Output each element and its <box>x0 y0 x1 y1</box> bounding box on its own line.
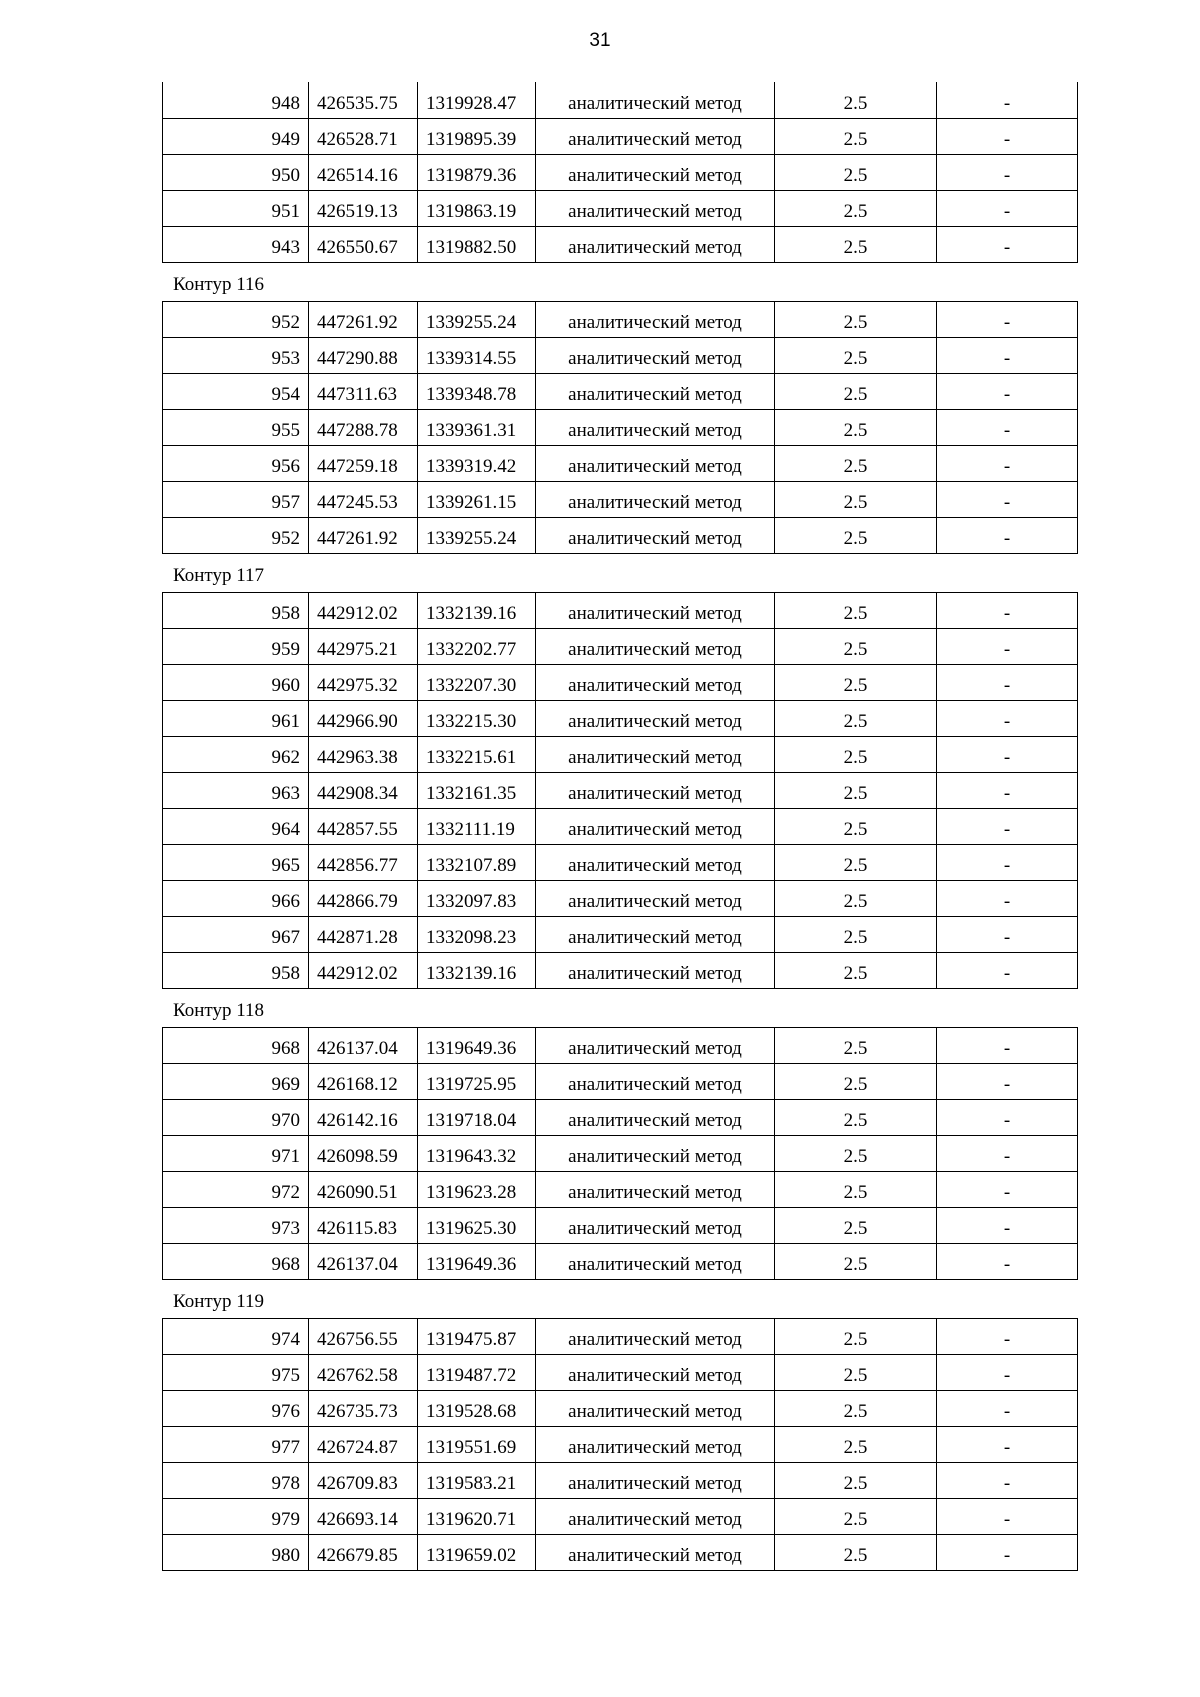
description-cell: - <box>937 481 1078 517</box>
description-cell: - <box>937 1207 1078 1243</box>
table-row <box>163 481 1078 517</box>
table-row <box>163 736 1078 772</box>
coordinates-table <box>162 592 1078 989</box>
coord-y-cell: 1339255.24 <box>418 301 536 337</box>
coord-y-cell: 1319725.95 <box>418 1063 536 1099</box>
accuracy-cell: 2.5 <box>775 301 937 337</box>
description-cell: - <box>937 1462 1078 1498</box>
coord-y-cell: 1332207.30 <box>418 664 536 700</box>
accuracy-cell: 2.5 <box>775 592 937 628</box>
description-cell: - <box>937 1354 1078 1390</box>
description-cell: - <box>937 118 1078 154</box>
accuracy-cell: 2.5 <box>775 481 937 517</box>
coord-x-cell: 426762.58 <box>309 1354 418 1390</box>
point-number-cell: 958 <box>163 592 309 628</box>
coord-y-cell: 1319623.28 <box>418 1171 536 1207</box>
table-row <box>163 337 1078 373</box>
coord-y-cell: 1319487.72 <box>418 1354 536 1390</box>
coord-x-cell: 442963.38 <box>309 736 418 772</box>
method-cell: аналитический метод <box>536 154 775 190</box>
coord-y-cell: 1339348.78 <box>418 373 536 409</box>
table-row <box>163 592 1078 628</box>
coord-y-cell: 1319528.68 <box>418 1390 536 1426</box>
coord-x-cell: 442856.77 <box>309 844 418 880</box>
description-cell: - <box>937 916 1078 952</box>
coord-y-cell: 1319583.21 <box>418 1462 536 1498</box>
accuracy-cell: 2.5 <box>775 373 937 409</box>
accuracy-cell: 2.5 <box>775 808 937 844</box>
point-number-cell: 952 <box>163 517 309 553</box>
description-cell: - <box>937 373 1078 409</box>
coord-x-cell: 426142.16 <box>309 1099 418 1135</box>
point-number-cell: 973 <box>163 1207 309 1243</box>
method-cell: аналитический метод <box>536 916 775 952</box>
coord-y-cell: 1339319.42 <box>418 445 536 481</box>
table-row <box>163 1354 1078 1390</box>
accuracy-cell: 2.5 <box>775 1135 937 1171</box>
point-number-cell: 960 <box>163 664 309 700</box>
coord-x-cell: 426756.55 <box>309 1318 418 1354</box>
coord-y-cell: 1319895.39 <box>418 118 536 154</box>
description-cell: - <box>937 337 1078 373</box>
point-number-cell: 953 <box>163 337 309 373</box>
table-row <box>163 952 1078 988</box>
accuracy-cell: 2.5 <box>775 700 937 736</box>
description-cell: - <box>937 664 1078 700</box>
coord-x-cell: 442908.34 <box>309 772 418 808</box>
coord-y-cell: 1319620.71 <box>418 1498 536 1534</box>
coord-x-cell: 426724.87 <box>309 1426 418 1462</box>
description-cell: - <box>937 445 1078 481</box>
description-cell: - <box>937 1498 1078 1534</box>
table-row <box>163 154 1078 190</box>
coord-y-cell: 1339261.15 <box>418 481 536 517</box>
coord-x-cell: 442966.90 <box>309 700 418 736</box>
table-row <box>163 1318 1078 1354</box>
contour-label: Контур 119 <box>173 1290 264 1312</box>
coord-y-cell: 1319551.69 <box>418 1426 536 1462</box>
point-number-cell: 972 <box>163 1171 309 1207</box>
method-cell: аналитический метод <box>536 772 775 808</box>
page-number: 31 <box>589 30 611 51</box>
contour-label: Контур 118 <box>173 999 264 1021</box>
coord-x-cell: 426550.67 <box>309 226 418 262</box>
accuracy-cell: 2.5 <box>775 1207 937 1243</box>
table-row <box>163 628 1078 664</box>
table-row <box>163 664 1078 700</box>
description-cell: - <box>937 1099 1078 1135</box>
accuracy-cell: 2.5 <box>775 844 937 880</box>
point-number-cell: 963 <box>163 772 309 808</box>
coord-x-cell: 447261.92 <box>309 301 418 337</box>
point-number-cell: 976 <box>163 1390 309 1426</box>
table-row <box>163 1498 1078 1534</box>
coord-y-cell: 1339361.31 <box>418 409 536 445</box>
point-number-cell: 948 <box>163 82 309 118</box>
accuracy-cell: 2.5 <box>775 1534 937 1570</box>
table-row <box>163 808 1078 844</box>
method-cell: аналитический метод <box>536 517 775 553</box>
table-row <box>163 1426 1078 1462</box>
coord-x-cell: 447311.63 <box>309 373 418 409</box>
method-cell: аналитический метод <box>536 628 775 664</box>
accuracy-cell: 2.5 <box>775 154 937 190</box>
table-row <box>163 700 1078 736</box>
coordinates-table <box>162 301 1078 554</box>
coord-y-cell: 1319625.30 <box>418 1207 536 1243</box>
table-row <box>163 1027 1078 1063</box>
method-cell: аналитический метод <box>536 1243 775 1279</box>
contour-label: Контур 116 <box>173 273 264 295</box>
accuracy-cell: 2.5 <box>775 118 937 154</box>
method-cell: аналитический метод <box>536 1534 775 1570</box>
method-cell: аналитический метод <box>536 1171 775 1207</box>
point-number-cell: 966 <box>163 880 309 916</box>
accuracy-cell: 2.5 <box>775 880 937 916</box>
description-cell: - <box>937 880 1078 916</box>
description-cell: - <box>937 628 1078 664</box>
point-number-cell: 943 <box>163 226 309 262</box>
accuracy-cell: 2.5 <box>775 1354 937 1390</box>
coord-y-cell: 1339314.55 <box>418 337 536 373</box>
description-cell: - <box>937 1171 1078 1207</box>
accuracy-cell: 2.5 <box>775 1426 937 1462</box>
coord-y-cell: 1332139.16 <box>418 592 536 628</box>
method-cell: аналитический метод <box>536 880 775 916</box>
method-cell: аналитический метод <box>536 1498 775 1534</box>
coord-x-cell: 447288.78 <box>309 409 418 445</box>
description-cell: - <box>937 154 1078 190</box>
method-cell: аналитический метод <box>536 1354 775 1390</box>
point-number-cell: 974 <box>163 1318 309 1354</box>
contour-label: Контур 117 <box>173 564 264 586</box>
method-cell: аналитический метод <box>536 1318 775 1354</box>
method-cell: аналитический метод <box>536 736 775 772</box>
accuracy-cell: 2.5 <box>775 337 937 373</box>
coord-x-cell: 442871.28 <box>309 916 418 952</box>
coord-x-cell: 426137.04 <box>309 1027 418 1063</box>
accuracy-cell: 2.5 <box>775 1318 937 1354</box>
coord-x-cell: 426709.83 <box>309 1462 418 1498</box>
coord-y-cell: 1319649.36 <box>418 1243 536 1279</box>
method-cell: аналитический метод <box>536 1027 775 1063</box>
point-number-cell: 954 <box>163 373 309 409</box>
point-number-cell: 962 <box>163 736 309 772</box>
description-cell: - <box>937 1426 1078 1462</box>
coord-x-cell: 442912.02 <box>309 592 418 628</box>
description-cell: - <box>937 82 1078 118</box>
table-row <box>163 916 1078 952</box>
method-cell: аналитический метод <box>536 1063 775 1099</box>
coord-x-cell: 426098.59 <box>309 1135 418 1171</box>
method-cell: аналитический метод <box>536 1390 775 1426</box>
table-row <box>163 844 1078 880</box>
point-number-cell: 968 <box>163 1243 309 1279</box>
description-cell: - <box>937 592 1078 628</box>
point-number-cell: 968 <box>163 1027 309 1063</box>
coord-x-cell: 447290.88 <box>309 337 418 373</box>
point-number-cell: 969 <box>163 1063 309 1099</box>
point-number-cell: 955 <box>163 409 309 445</box>
coord-y-cell: 1332215.61 <box>418 736 536 772</box>
coord-x-cell: 426137.04 <box>309 1243 418 1279</box>
method-cell: аналитический метод <box>536 592 775 628</box>
accuracy-cell: 2.5 <box>775 952 937 988</box>
description-cell: - <box>937 844 1078 880</box>
method-cell: аналитический метод <box>536 481 775 517</box>
table-row <box>163 190 1078 226</box>
table-row <box>163 1534 1078 1570</box>
method-cell: аналитический метод <box>536 1099 775 1135</box>
coord-x-cell: 426115.83 <box>309 1207 418 1243</box>
table-row <box>163 880 1078 916</box>
description-cell: - <box>937 1027 1078 1063</box>
point-number-cell: 951 <box>163 190 309 226</box>
method-cell: аналитический метод <box>536 409 775 445</box>
method-cell: аналитический метод <box>536 952 775 988</box>
coord-y-cell: 1332139.16 <box>418 952 536 988</box>
method-cell: аналитический метод <box>536 82 775 118</box>
coord-y-cell: 1319882.50 <box>418 226 536 262</box>
method-cell: аналитический метод <box>536 118 775 154</box>
accuracy-cell: 2.5 <box>775 1099 937 1135</box>
accuracy-cell: 2.5 <box>775 1027 937 1063</box>
coordinates-table <box>162 1027 1078 1280</box>
coord-y-cell: 1332202.77 <box>418 628 536 664</box>
description-cell: - <box>937 301 1078 337</box>
point-number-cell: 952 <box>163 301 309 337</box>
accuracy-cell: 2.5 <box>775 772 937 808</box>
coord-x-cell: 426735.73 <box>309 1390 418 1426</box>
coord-y-cell: 1339255.24 <box>418 517 536 553</box>
description-cell: - <box>937 808 1078 844</box>
description-cell: - <box>937 1534 1078 1570</box>
table-row <box>163 772 1078 808</box>
accuracy-cell: 2.5 <box>775 1462 937 1498</box>
method-cell: аналитический метод <box>536 301 775 337</box>
coord-x-cell: 447245.53 <box>309 481 418 517</box>
table-row <box>163 517 1078 553</box>
description-cell: - <box>937 409 1078 445</box>
accuracy-cell: 2.5 <box>775 1171 937 1207</box>
coord-x-cell: 426693.14 <box>309 1498 418 1534</box>
coord-x-cell: 426514.16 <box>309 154 418 190</box>
description-cell: - <box>937 1243 1078 1279</box>
method-cell: аналитический метод <box>536 1462 775 1498</box>
accuracy-cell: 2.5 <box>775 736 937 772</box>
coord-x-cell: 426168.12 <box>309 1063 418 1099</box>
coord-y-cell: 1319863.19 <box>418 190 536 226</box>
coord-y-cell: 1332215.30 <box>418 700 536 736</box>
coord-y-cell: 1319879.36 <box>418 154 536 190</box>
description-cell: - <box>937 736 1078 772</box>
accuracy-cell: 2.5 <box>775 226 937 262</box>
method-cell: аналитический метод <box>536 337 775 373</box>
coord-y-cell: 1332097.83 <box>418 880 536 916</box>
description-cell: - <box>937 952 1078 988</box>
table-row <box>163 82 1078 118</box>
table-row <box>163 1063 1078 1099</box>
table-row <box>163 301 1078 337</box>
coord-x-cell: 442857.55 <box>309 808 418 844</box>
description-cell: - <box>937 1318 1078 1354</box>
method-cell: аналитический метод <box>536 808 775 844</box>
coord-x-cell: 426528.71 <box>309 118 418 154</box>
accuracy-cell: 2.5 <box>775 409 937 445</box>
coord-x-cell: 442866.79 <box>309 880 418 916</box>
coord-x-cell: 442912.02 <box>309 952 418 988</box>
accuracy-cell: 2.5 <box>775 916 937 952</box>
table-row <box>163 1171 1078 1207</box>
point-number-cell: 961 <box>163 700 309 736</box>
coord-x-cell: 426090.51 <box>309 1171 418 1207</box>
accuracy-cell: 2.5 <box>775 445 937 481</box>
coord-x-cell: 442975.32 <box>309 664 418 700</box>
method-cell: аналитический метод <box>536 190 775 226</box>
coordinates-table <box>162 82 1078 263</box>
coordinates-table <box>162 1318 1078 1571</box>
table-row <box>163 373 1078 409</box>
table-row <box>163 1390 1078 1426</box>
coord-x-cell: 447261.92 <box>309 517 418 553</box>
point-number-cell: 977 <box>163 1426 309 1462</box>
accuracy-cell: 2.5 <box>775 664 937 700</box>
table-row <box>163 1207 1078 1243</box>
description-cell: - <box>937 190 1078 226</box>
point-number-cell: 964 <box>163 808 309 844</box>
coord-y-cell: 1332098.23 <box>418 916 536 952</box>
table-row <box>163 1099 1078 1135</box>
accuracy-cell: 2.5 <box>775 82 937 118</box>
accuracy-cell: 2.5 <box>775 1243 937 1279</box>
method-cell: аналитический метод <box>536 844 775 880</box>
method-cell: аналитический метод <box>536 700 775 736</box>
point-number-cell: 957 <box>163 481 309 517</box>
coord-x-cell: 442975.21 <box>309 628 418 664</box>
coord-y-cell: 1319659.02 <box>418 1534 536 1570</box>
method-cell: аналитический метод <box>536 1135 775 1171</box>
coord-x-cell: 426679.85 <box>309 1534 418 1570</box>
description-cell: - <box>937 772 1078 808</box>
point-number-cell: 975 <box>163 1354 309 1390</box>
table-row <box>163 445 1078 481</box>
coordinates-document <box>162 82 1077 1571</box>
accuracy-cell: 2.5 <box>775 1390 937 1426</box>
point-number-cell: 959 <box>163 628 309 664</box>
accuracy-cell: 2.5 <box>775 517 937 553</box>
method-cell: аналитический метод <box>536 226 775 262</box>
method-cell: аналитический метод <box>536 445 775 481</box>
coord-y-cell: 1319718.04 <box>418 1099 536 1135</box>
point-number-cell: 970 <box>163 1099 309 1135</box>
accuracy-cell: 2.5 <box>775 190 937 226</box>
point-number-cell: 956 <box>163 445 309 481</box>
point-number-cell: 980 <box>163 1534 309 1570</box>
accuracy-cell: 2.5 <box>775 1063 937 1099</box>
point-number-cell: 978 <box>163 1462 309 1498</box>
point-number-cell: 958 <box>163 952 309 988</box>
coord-y-cell: 1319928.47 <box>418 82 536 118</box>
method-cell: аналитический метод <box>536 664 775 700</box>
coord-y-cell: 1332111.19 <box>418 808 536 844</box>
description-cell: - <box>937 1063 1078 1099</box>
coord-y-cell: 1319649.36 <box>418 1027 536 1063</box>
point-number-cell: 949 <box>163 118 309 154</box>
point-number-cell: 971 <box>163 1135 309 1171</box>
table-row <box>163 409 1078 445</box>
method-cell: аналитический метод <box>536 1426 775 1462</box>
table-row <box>163 1135 1078 1171</box>
table-row <box>163 1243 1078 1279</box>
description-cell: - <box>937 1390 1078 1426</box>
method-cell: аналитический метод <box>536 373 775 409</box>
coord-x-cell: 426519.13 <box>309 190 418 226</box>
description-cell: - <box>937 226 1078 262</box>
point-number-cell: 965 <box>163 844 309 880</box>
point-number-cell: 979 <box>163 1498 309 1534</box>
table-row <box>163 1462 1078 1498</box>
coord-y-cell: 1332161.35 <box>418 772 536 808</box>
coord-y-cell: 1319475.87 <box>418 1318 536 1354</box>
description-cell: - <box>937 517 1078 553</box>
coord-y-cell: 1319643.32 <box>418 1135 536 1171</box>
accuracy-cell: 2.5 <box>775 628 937 664</box>
table-row <box>163 118 1078 154</box>
point-number-cell: 950 <box>163 154 309 190</box>
coord-x-cell: 426535.75 <box>309 82 418 118</box>
description-cell: - <box>937 700 1078 736</box>
coord-x-cell: 447259.18 <box>309 445 418 481</box>
description-cell: - <box>937 1135 1078 1171</box>
accuracy-cell: 2.5 <box>775 1498 937 1534</box>
table-row <box>163 226 1078 262</box>
coord-y-cell: 1332107.89 <box>418 844 536 880</box>
point-number-cell: 967 <box>163 916 309 952</box>
method-cell: аналитический метод <box>536 1207 775 1243</box>
